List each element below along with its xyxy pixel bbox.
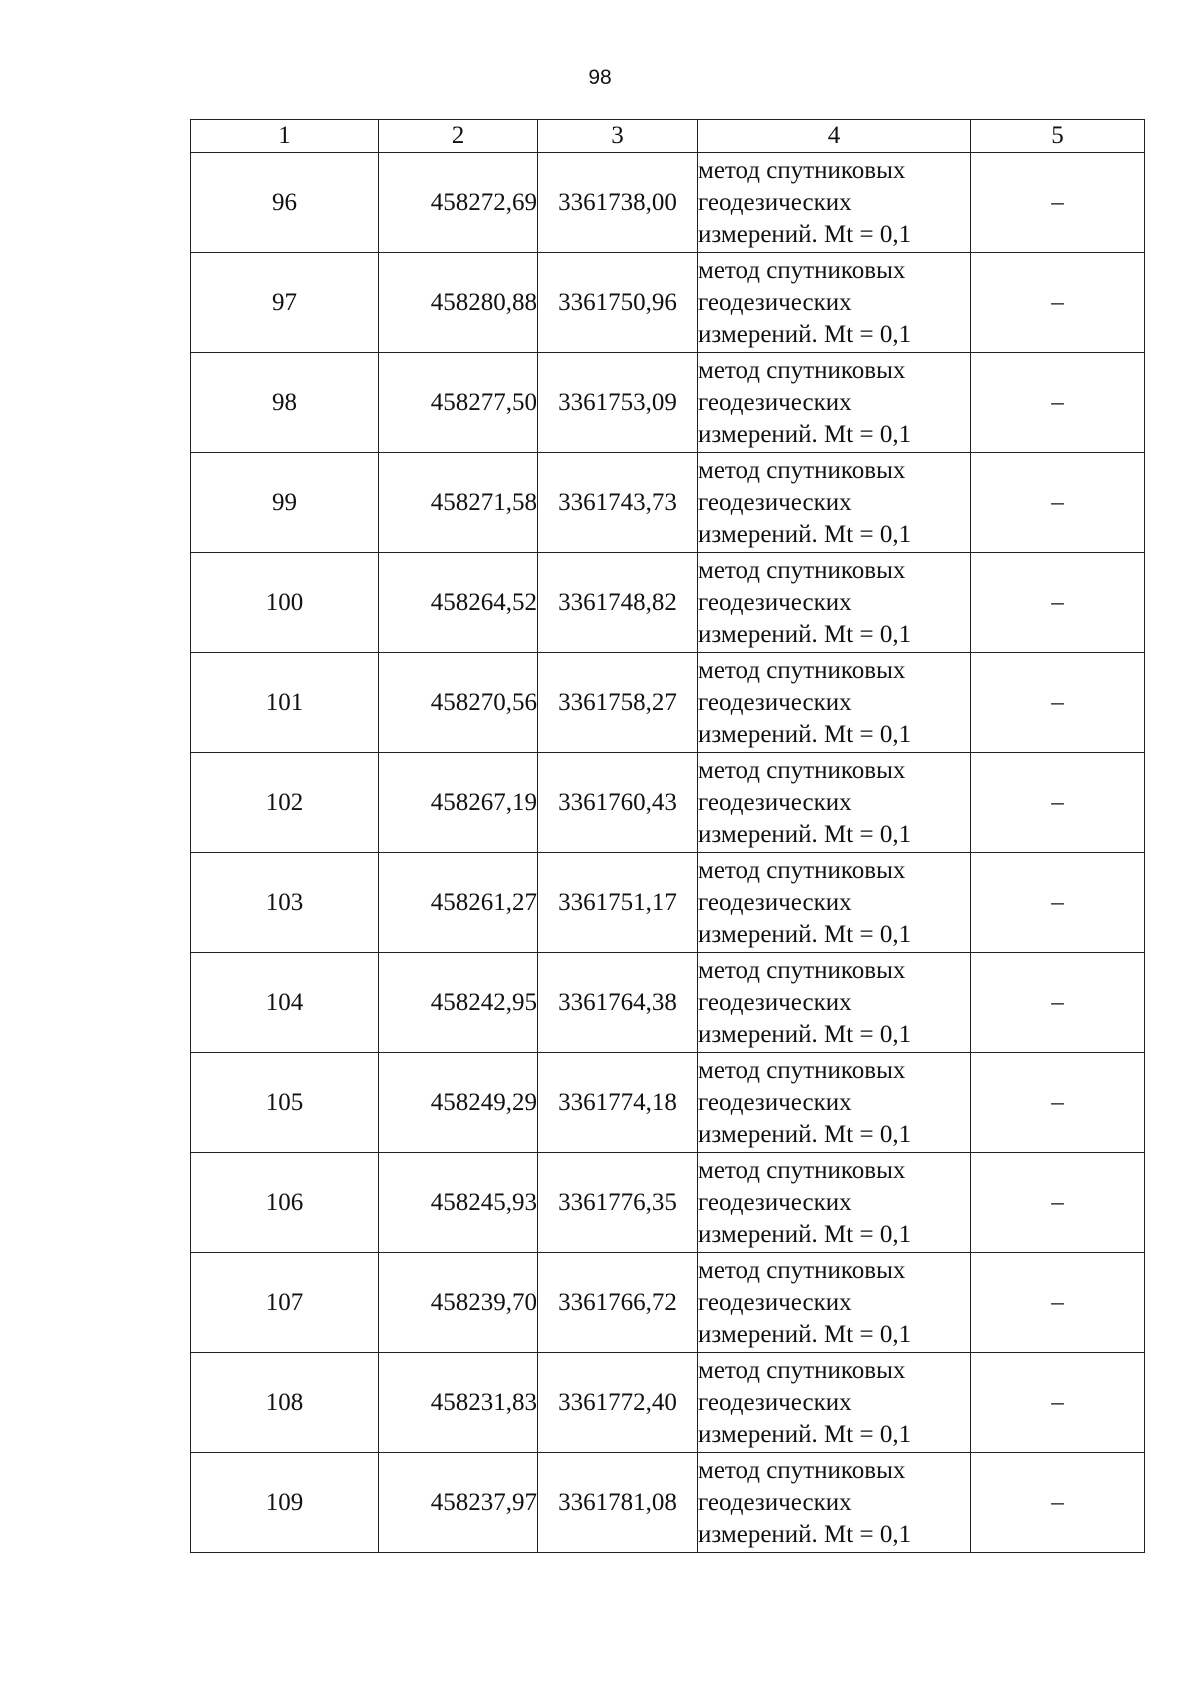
table-row: [191, 1353, 1145, 1453]
point-number: 97: [191, 253, 379, 353]
method-description: метод спутниковых геодезических измерений. Mt = 0,1: [698, 1353, 971, 1453]
note-cell: –: [971, 1153, 1145, 1253]
table-body: [191, 153, 1145, 1553]
point-number: 109: [191, 1453, 379, 1553]
method-description: метод спутниковых геодезических измерений. Mt = 0,1: [698, 853, 971, 953]
note-cell: –: [971, 1353, 1145, 1453]
coordinate-x: 458280,88: [379, 253, 538, 353]
coordinate-x: 458245,93: [379, 1153, 538, 1253]
method-description: метод спутниковых геодезических измерений. Mt = 0,1: [698, 253, 971, 353]
table-row: [191, 853, 1145, 953]
point-number: 105: [191, 1053, 379, 1153]
table-row: [191, 353, 1145, 453]
note-cell: –: [971, 1253, 1145, 1353]
coordinate-y: 3361781,08: [538, 1453, 698, 1553]
method-description: метод спутниковых геодезических измерений. Mt = 0,1: [698, 953, 971, 1053]
coordinate-x: 458267,19: [379, 753, 538, 853]
coordinate-x: 458242,95: [379, 953, 538, 1053]
table-row: [191, 153, 1145, 253]
point-number: 107: [191, 1253, 379, 1353]
coordinate-y: 3361751,17: [538, 853, 698, 953]
point-number: 103: [191, 853, 379, 953]
table-row: [191, 753, 1145, 853]
coordinate-x: 458237,97: [379, 1453, 538, 1553]
table-row: [191, 1253, 1145, 1353]
coordinate-y: 3361753,09: [538, 353, 698, 453]
table-row: [191, 1453, 1145, 1553]
note-cell: –: [971, 253, 1145, 353]
point-number: 102: [191, 753, 379, 853]
table-row: [191, 1153, 1145, 1253]
coordinate-x: 458264,52: [379, 553, 538, 653]
method-description: метод спутниковых геодезических измерений. Mt = 0,1: [698, 553, 971, 653]
point-number: 101: [191, 653, 379, 753]
point-number: 106: [191, 1153, 379, 1253]
method-description: метод спутниковых геодезических измерений. Mt = 0,1: [698, 653, 971, 753]
coordinate-y: 3361750,96: [538, 253, 698, 353]
point-number: 99: [191, 453, 379, 553]
coordinate-x: 458277,50: [379, 353, 538, 453]
point-number: 96: [191, 153, 379, 253]
method-description: метод спутниковых геодезических измерений. Mt = 0,1: [698, 1453, 971, 1553]
note-cell: –: [971, 1453, 1145, 1553]
coordinate-y: 3361748,82: [538, 553, 698, 653]
coordinate-y: 3361760,43: [538, 753, 698, 853]
note-cell: –: [971, 1053, 1145, 1153]
header-col-5: 5: [971, 120, 1145, 153]
method-description: метод спутниковых геодезических измерений. Mt = 0,1: [698, 353, 971, 453]
note-cell: –: [971, 853, 1145, 953]
table-row: [191, 1053, 1145, 1153]
table-row: [191, 553, 1145, 653]
method-description: метод спутниковых геодезических измерений. Mt = 0,1: [698, 153, 971, 253]
point-number: 100: [191, 553, 379, 653]
table-row: [191, 253, 1145, 353]
note-cell: –: [971, 153, 1145, 253]
note-cell: –: [971, 453, 1145, 553]
note-cell: –: [971, 953, 1145, 1053]
note-cell: –: [971, 653, 1145, 753]
coordinates-table: [190, 119, 1145, 1553]
note-cell: –: [971, 553, 1145, 653]
coordinate-y: 3361738,00: [538, 153, 698, 253]
coordinate-y: 3361764,38: [538, 953, 698, 1053]
table-row: [191, 453, 1145, 553]
coordinate-y: 3361758,27: [538, 653, 698, 753]
coordinate-x: 458272,69: [379, 153, 538, 253]
method-description: метод спутниковых геодезических измерений. Mt = 0,1: [698, 753, 971, 853]
method-description: метод спутниковых геодезических измерений. Mt = 0,1: [698, 1253, 971, 1353]
coordinate-x: 458249,29: [379, 1053, 538, 1153]
coordinate-x: 458239,70: [379, 1253, 538, 1353]
coordinate-x: 458270,56: [379, 653, 538, 753]
header-col-1: 1: [191, 120, 379, 153]
point-number: 108: [191, 1353, 379, 1453]
note-cell: –: [971, 353, 1145, 453]
page-number: 98: [588, 66, 612, 89]
header-col-2: 2: [379, 120, 538, 153]
method-description: метод спутниковых геодезических измерений. Mt = 0,1: [698, 453, 971, 553]
coordinate-y: 3361774,18: [538, 1053, 698, 1153]
coordinate-y: 3361776,35: [538, 1153, 698, 1253]
method-description: метод спутниковых геодезических измерений. Mt = 0,1: [698, 1053, 971, 1153]
coordinate-y: 3361743,73: [538, 453, 698, 553]
header-row: [191, 120, 1145, 153]
coordinate-x: 458231,83: [379, 1353, 538, 1453]
coordinate-x: 458271,58: [379, 453, 538, 553]
table-row: [191, 653, 1145, 753]
coordinate-y: 3361766,72: [538, 1253, 698, 1353]
method-description: метод спутниковых геодезических измерений. Mt = 0,1: [698, 1153, 971, 1253]
point-number: 104: [191, 953, 379, 1053]
header-col-3: 3: [538, 120, 698, 153]
coordinate-y: 3361772,40: [538, 1353, 698, 1453]
note-cell: –: [971, 753, 1145, 853]
table-row: [191, 953, 1145, 1053]
point-number: 98: [191, 353, 379, 453]
table-header: [191, 120, 1145, 153]
coordinate-x: 458261,27: [379, 853, 538, 953]
header-col-4: 4: [698, 120, 971, 153]
